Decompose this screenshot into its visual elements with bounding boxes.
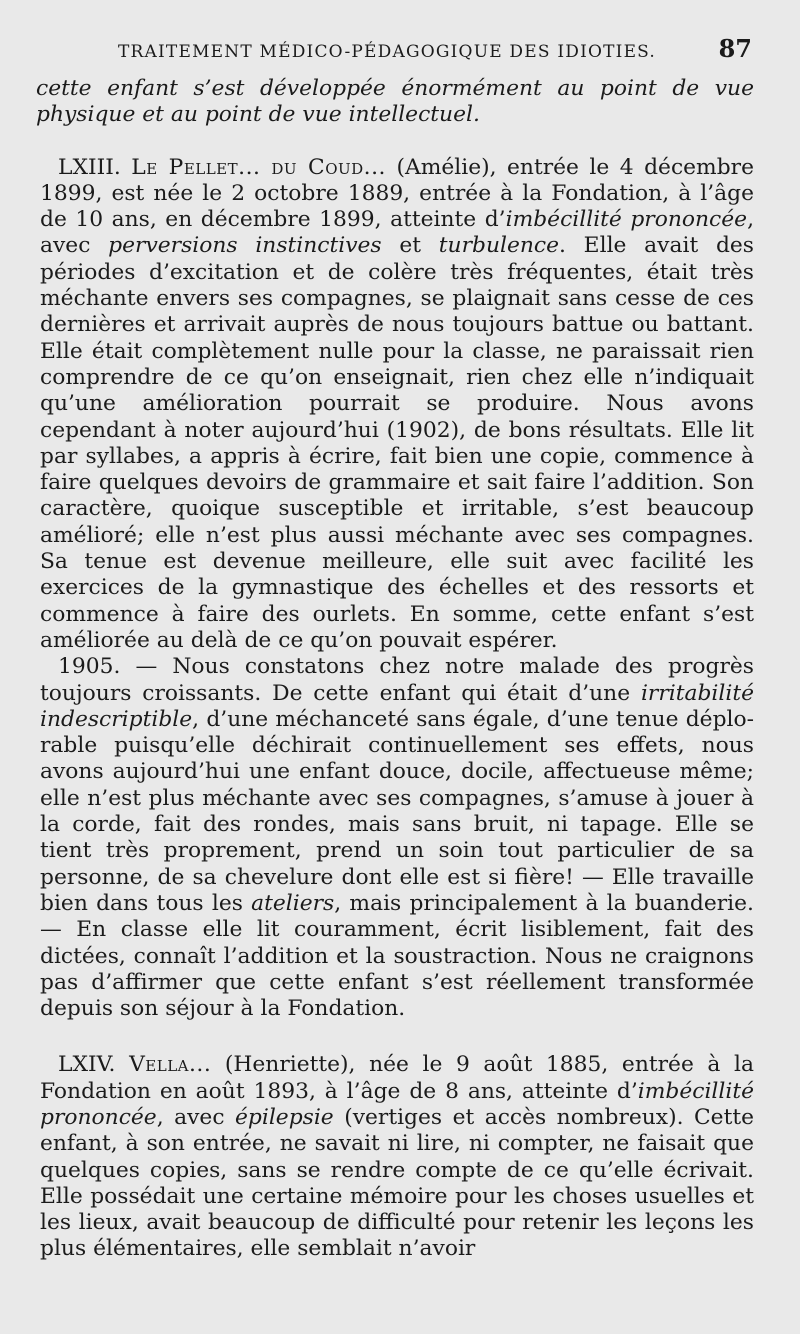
case-63-1905-text: , d’une méchanceté sans égale, d’une tenue déplorable puisqu’elle déchirait continuellement ses effets, nous avons aujourd’hui une enfant douce, docile, affectueuse même; elle n’est plus méchante avec ses compagnes, s’amuse à jouer à la corde, fait des rondes, mais sans bruit, ni tapage. Elle se tient très proprement, prend un soin tout particulier de sa personne, de sa chevelure dont elle est si fière! — Elle travaille bien dans tous les [40, 706, 754, 916]
page-body [36, 76, 755, 1263]
case-63-text: , avec [40, 207, 754, 259]
case-63-1905-text: , mais principalement à la buanderie. — En classe elle lit couramment, écrit lisiblement, fait des dictées, connaît l’addition et la soustraction. Nous ne craignons pas d’affirmer que cette enfant s’est réellement transformée depuis son séjour à la Fondation. [40, 890, 754, 1022]
case-63-1905-emphasis: ateliers [251, 890, 335, 916]
case-63-emphasis: turbulence [438, 233, 560, 259]
case-64-emphasis: épilepsie [235, 1104, 334, 1130]
case-64-number: LXIV. [58, 1052, 116, 1078]
case-63-name: Le Pellet... du Coud... [131, 154, 386, 180]
case-63-1905-text: 1905. — Nous constatons chez notre malade des progrès toujours croissants. De cette enfant qui était d’une [40, 654, 754, 706]
case-63-paragraph [40, 155, 754, 655]
running-title: TRAITEMENT MÉDICO-PÉDAGOGIQUE DES IDIOTIES. [118, 42, 657, 62]
case-64-name: Vella... [129, 1052, 212, 1078]
case-63-diagnosis: imbécillité prononcée [505, 207, 748, 233]
case-63-1905-paragraph [40, 654, 754, 1022]
case-63-number: LXIII. [58, 154, 121, 180]
case-64-paragraph [40, 1052, 754, 1262]
case-63-text: et [381, 233, 439, 259]
page-number: 87 [718, 34, 752, 63]
case-63-text: . Elle avait des périodes d’excitation et de colère très fréquentes, était très méchante envers ses compagnes, se plaignait sans cesse de ces dernières et arrivait auprès de nous toujours battue ou battant. Elle était complètement nulle pour la classe, ne paraissait rien comprendre de ce qu’on enseignait, rien chez elle n’indiquait qu’une amélioration pourrait se produire. Nous avons cependant à noter aujourd’hui (1902), de bons résultats. Elle lit par syllabes, a appris à écrire, fait bien une copie, commence à faire quelques devoirs de grammaire et sait faire l’addition. Son caractère, quoique susceptible et irritable, s’est beaucoup amélioré; elle n’est plus aussi méchante avec ses compagnes. Sa tenue est devenue meilleure, elle suit avec facilité les exercices de la gymnastique des échelles et des ressorts et commence à faire des ourlets. En somme, cette enfant s’est améliorée au delà de ce qu’on pouvait espérer. [40, 233, 754, 653]
case-63-1905-emphasis: irritabilité indescriptible [40, 680, 754, 732]
page-header [40, 30, 754, 70]
case-63-emphasis: perversions instinctives [108, 233, 382, 259]
case-63-text: (Amélie), entrée le 4 décembre 1899, est née le 2 octobre 1889, entrée à la Fondation, à l’âge de 10 ans, en décembre 1899, atteinte d’ [40, 154, 754, 233]
continuation-paragraph: cette enfant s’est développée énormément au point de vue physique et au point de vue intellectuel. [36, 76, 754, 128]
case-64-diagnosis: imbécillité prononcée [40, 1078, 754, 1130]
case-64-text: (vertiges et accès nombreux). Cette enfant, à son entrée, ne savait ni lire, ni compter, ne faisait que quelques copies, sans se rendre compte de ce qu’elle écrivait. Elle possédait une certaine mémoire pour les choses usuelles et les lieux, avait beaucoup de difficulté pour retenir les leçons les plus élémentaires, elle semblait n’avoir [40, 1104, 755, 1262]
case-64-text: , avec [156, 1104, 235, 1130]
case-64-text: (Henriette), née le 9 août 1885, entrée à la Fondation en août 1893, à l’âge de 8 ans, atteinte d’ [40, 1052, 754, 1104]
